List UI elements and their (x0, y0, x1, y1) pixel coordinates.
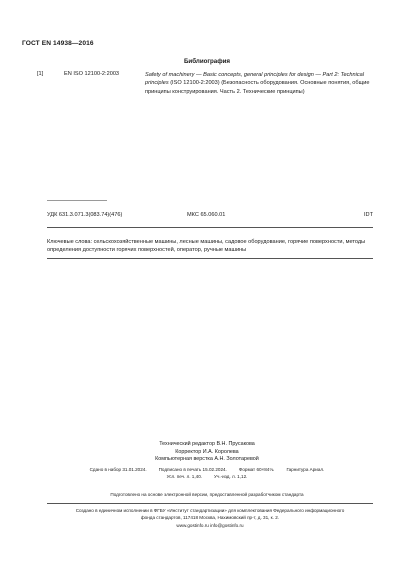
edition-sheets: Уч.-изд. л. 1,12. (214, 474, 248, 479)
publisher-footer (47, 507, 373, 529)
reference-standard: EN ISO 12100-2:2003 (64, 71, 120, 77)
typeface: Гарнитура Ариал. (286, 467, 325, 472)
bibliography-title: Библиография (183, 58, 231, 65)
reference-title-russian: (ISO 12100-2:2003) (Безопасность оборудования. Основные понятия, общие принципы конструирования. Часть 2. Технические принципы) (145, 80, 370, 95)
tech-editor: Технический редактор В.Н. Прусакова (159, 441, 255, 447)
mks-code: МКС 65.060.01 (187, 212, 226, 218)
prepared-note: Подготовлено на основе электронной версии, предоставленной разработчиком стандарта (110, 492, 304, 497)
footer-line-1: Создано в единичном исполнении в ФГБУ «Институт стандартизации» для комплектования Федерального информационного (75, 508, 345, 513)
footer-line-2: фонда стандартов, 117418 Москва, Нахимовский пр-т, д. 31, к. 2. (140, 515, 280, 521)
printed-sheets: Усл. печ. л. 1,40. (166, 474, 203, 479)
short-divider (47, 200, 107, 201)
keywords-text: Ключевые слова: сельскохозяйственные машины, лесные машины, садовое оборудование, горячие поверхности, методы определения доступности горячих поверхностей, оператор, ручные машины (47, 239, 366, 254)
proofreader: Корректор И.А. Королева (175, 448, 239, 455)
divider-footer (47, 503, 373, 504)
submitted-date: Сдано в набор 31.01.2024. (89, 467, 147, 472)
editorial-credits (0, 441, 414, 464)
layout-credit: Компьютерная верстка А.Н. Золотаревой (155, 456, 259, 463)
paper-format: Формат 60×84⅛. (238, 467, 275, 472)
reference-description (145, 71, 375, 96)
print-info (0, 466, 414, 480)
divider-bottom (47, 258, 373, 259)
divider-top (47, 227, 373, 228)
signed-date: Подписано в печать 15.02.2024. (158, 467, 227, 472)
classification-row (47, 212, 373, 220)
udk-code: УДК 631.3.071.3(083.74)(476) (47, 212, 123, 218)
standard-header: ГОСТ EN 14938—2016 (22, 40, 94, 47)
reference-number: [1] (37, 71, 44, 77)
footer-contacts: www.gostinfo.ru info@gostinfo.ru (176, 522, 244, 528)
equivalence-code: IDT (363, 212, 373, 218)
reference-title-english: Safety of machinery — Basic concepts, general principles for design — Part 2: Technical principles (145, 72, 364, 87)
